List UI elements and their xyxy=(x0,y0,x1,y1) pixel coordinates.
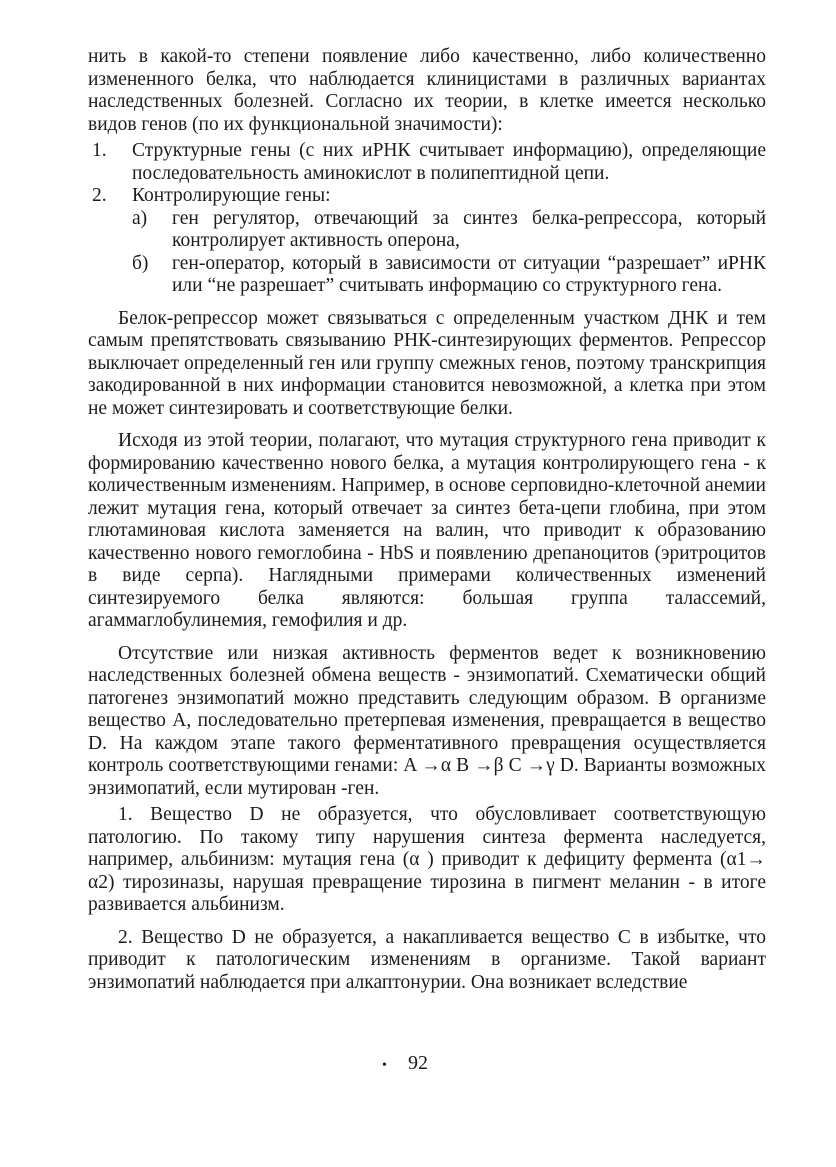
sublist-item-number: а) xyxy=(132,207,148,229)
body-paragraph: 1. Вещество D не образуется, что обусловливает соответствующую патологию. По такому типу нарушения синтеза фермента наследуется, например, альбинизм: мутация гена (α ) приводит к дефициту фермента (α1→ α2) тирозиназы, нарушая превращение тирозина в пигмент меланин - в итоге развивается альбинизм. xyxy=(88,804,766,915)
list-item-text: Контролирующие гены: xyxy=(132,185,331,206)
list-item xyxy=(88,140,766,185)
body-paragraph: 2. Вещество D не образуется, а накапливается вещество C в избытке, что приводит к патологическим изменениям в организме. Такой вариант энзимопатий наблюдается при алкаптонурии. Она возникает вследствие xyxy=(88,926,766,993)
body-paragraph: Отсутствие или низкая активность ферментов ведет к возникновению наследственных болезней обмена веществ - энзимопатий. Схематически общий патогенез энзимопатий можно представить следующим образом. В организме вещество A, последовательно претерпевая изменения, превращается в вещество D. На каждом этапе такого ферментативного превращения осуществляется контроль соответствующими генами: A →α B →β C →γ D. Варианты возможных энзимопатий, если мутирован -ген. xyxy=(88,642,766,799)
page-mark: • xyxy=(382,1058,387,1073)
page-number: 92 xyxy=(408,1052,428,1074)
sublist-item-text: ген регулятор, отвечающий за синтез белка-репрессора, который контролирует активность оперона, xyxy=(172,207,766,251)
body-paragraph: Исходя из этой теории, полагают, что мутация структурного гена приводит к формированию качественно нового белка, а мутация контролирующего гена - к количественным изменениям. Например, в основе серповидно-клеточной анемии лежит мутация гена, который отвечает за синтез бета-цепи глобина, при этом глютаминовая кислота заменяется на валин, что приводит к образованию качественно нового гемоглобина - HbS и появлению дрепаноцитов (эритроцитов в виде серпа). Наглядными примерами количественных изменений синтезируемого белка являются: большая группа талассемий, агаммаглобулинемия, гемофилия и др. xyxy=(88,430,766,631)
gene-list xyxy=(88,140,766,298)
intro-paragraph: нить в какой-то степени появление либо качественно, либо количественно измененного белка, что наблюдается клиницистами в различных вариантах наследственных болезней. Согласно их теории, в клетке имеется несколько видов генов (по их функциональной значимости): xyxy=(88,46,766,135)
sublist-item-number: б) xyxy=(132,252,149,274)
body-paragraph: Белок-репрессор может связываться с определенным участком ДНК и тем самым препятствовать связыванию РНК-синтезирующих ферментов. Репрессор выключает определенный ген или группу смежных генов, поэтому транскрипция закодированной в них информации становится невозможной, а клетка при этом не может синтезировать и соответствующие белки. xyxy=(88,307,766,419)
list-item xyxy=(88,185,766,208)
list-item-number: 1. xyxy=(92,140,107,161)
sublist-item-text: ген-оператор, который в зависимости от ситуации “разрешает” иРНК или “не разрешает” считывать информацию со структурного гена. xyxy=(172,252,766,296)
sublist-item xyxy=(88,253,766,298)
sublist-item xyxy=(88,208,766,253)
list-item-number: 2. xyxy=(92,185,107,206)
list-item-text: Структурные гены (с них иРНК считывает информацию), определяющие последовательность аминокислот в полипептидной цепи. xyxy=(132,140,766,184)
